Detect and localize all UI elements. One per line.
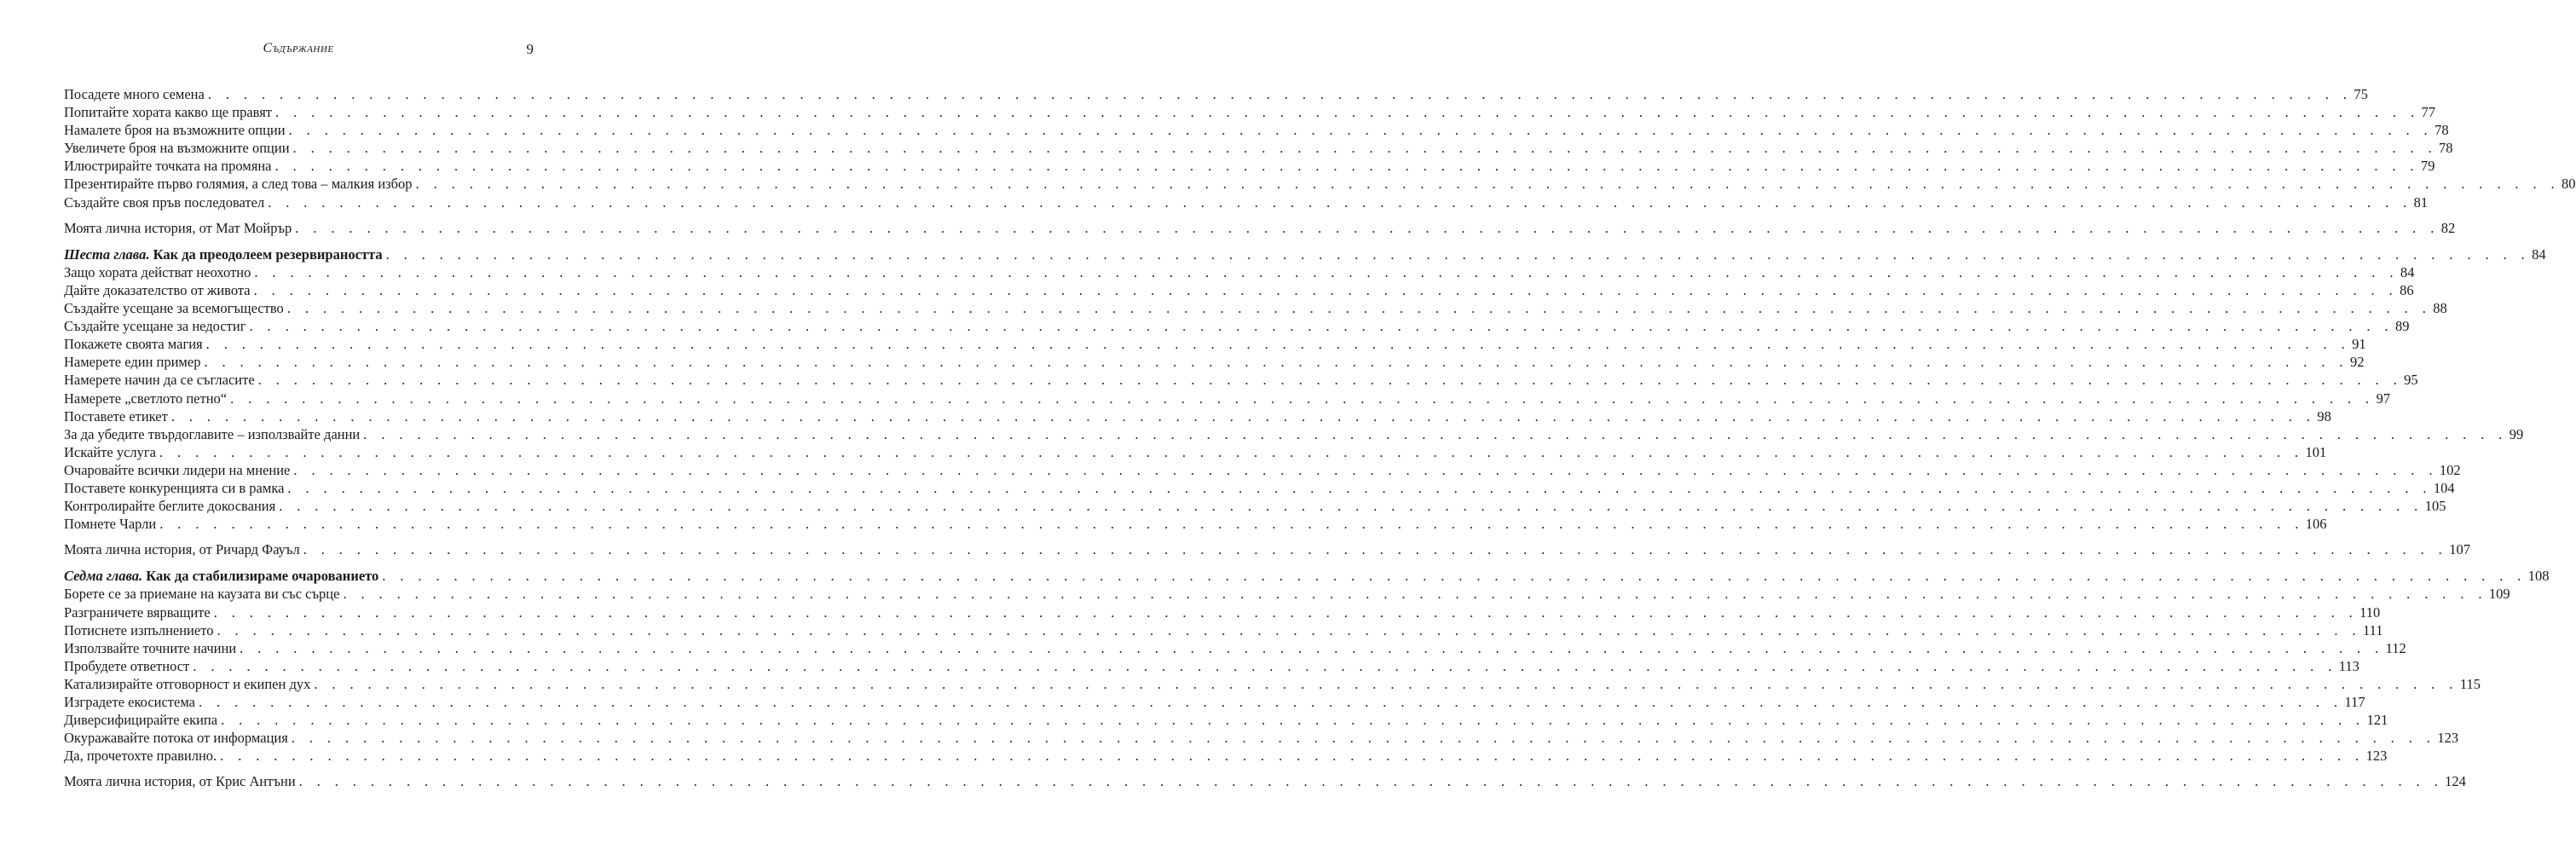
toc-page-number: 81	[2413, 193, 2429, 211]
toc-entry	[64, 121, 2449, 139]
dot-leader: . . . . . . . . . . . . . . . . . . . . . . . . . . . . . . . . . . . . . . . . . . . . . . . . . . . . . . . . . . . . . . . . . . . . . . . . . . . . . . . . . . . . . . . . . . . . . . . . . . . . . . . . . . . . . . . . . . . . . . . .	[303, 541, 2448, 558]
toc-page-number: 104	[2433, 479, 2455, 496]
toc-entry-title: Разграничете вярващите	[64, 604, 211, 621]
toc-story-entry	[64, 219, 2456, 237]
chapter-title: Как да преодолеем резервираността	[153, 245, 383, 263]
dot-leader: . . . . . . . . . . . . . . . . . . . . . . . . . . . . . . . . . . . . . . . . . . . . . . . . . . . . . . . . . . . . . . . . . . . . . . . . . . . . . . . . . . . . . . . . . . . . . . . . . . . . . . . . . . . . . . . . . . . . . . . .	[343, 586, 2487, 603]
toc-entry	[64, 675, 2481, 693]
dot-leader: . . . . . . . . . . . . . . . . . . . . . . . . . . . . . . . . . . . . . . . . . . . . . . . . . . . . . . . . . . . . . . . . . . . . . . . . . . . . . . . . . . . . . . . . . . . . . . . . . . . . . . . . . . . . . . . . . . . . . . . .	[293, 461, 2438, 478]
dot-leader: . . . . . . . . . . . . . . . . . . . . . . . . . . . . . . . . . . . . . . . . . . . . . . . . . . . . . . . . . . . . . . . . . . . . . . . . . . . . . . . . . . . . . . . . . . . . . . . . . . . . . . . . . . . . . . . . . . . . . . . .	[415, 176, 2561, 193]
dot-leader: . . . . . . . . . . . . . . . . . . . . . . . . . . . . . . . . . . . . . . . . . . . . . . . . . . . . . . . . . . . . . . . . . . . . . . . . . . . . . . . . . . . . . . . . . . . . . . . . . . . . . . . . . . . . . . . . . . . . . . . .	[298, 773, 2444, 790]
toc-entry-title: Попитайте хората какво ще правят	[64, 104, 273, 121]
toc-entry	[64, 639, 2406, 657]
toc-page-number: 75	[2354, 86, 2368, 102]
running-title: Съдържание	[263, 41, 334, 55]
chapter-title: Как да стабилизираме очарованието	[146, 568, 379, 585]
spacer	[64, 237, 534, 245]
dot-leader: . . . . . . . . . . . . . . . . . . . . . . . . . . . . . . . . . . . . . . . . . . . . . . . . . . . . . . . . . . . . . . . . . . . . . . . . . . . . . . . . . . . . . . . . . . . . . . . . . . . . . . . . . . . . . . . . . . . . . . . .	[363, 425, 2508, 442]
toc-chapter-heading	[64, 567, 2550, 585]
toc-entry	[64, 317, 2410, 335]
toc-entry-title: За да убедите твърдоглавите – използвайте данни	[64, 425, 361, 442]
toc-entry-title: Искайте услуга	[64, 443, 156, 460]
toc-page-number: 101	[2305, 443, 2327, 460]
toc-entry	[64, 157, 2435, 175]
dot-leader: . . . . . . . . . . . . . . . . . . . . . . . . . . . . . . . . . . . . . . . . . . . . . . . . . . . . . . . . . . . . . . . . . . . . . . . . . . . . . . . . . . . . . . . . . . . . . . . . . . . . . . . . . . . . . . . . . . . . . . . .	[198, 694, 2343, 710]
dot-leader: . . . . . . . . . . . . . . . . . . . . . . . . . . . . . . . . . . . . . . . . . . . . . . . . . . . . . . . . . . . . . . . . . . . . . . . . . . . . . . . . . . . . . . . . . . . . . . . . . . . . . . . . . . . . . . . . . . . . . . . .	[159, 516, 2304, 533]
toc-entry-title: Намерете начин да се съгласите	[64, 372, 255, 389]
toc-entry-title: Борете се за приемане на каузата ви със сърце	[64, 586, 340, 603]
toc-entry	[64, 425, 2524, 443]
toc-entry-title: Използвайте точните начини	[64, 639, 237, 656]
toc-entry-title: Поставете етикет	[64, 407, 168, 424]
toc-page-number: 107	[2449, 541, 2470, 558]
toc-entry-title: Създайте усещане за всемогъщество	[64, 300, 284, 317]
toc-page-number: 86	[2400, 281, 2414, 298]
dot-leader: . . . . . . . . . . . . . . . . . . . . . . . . . . . . . . . . . . . . . . . . . . . . . . . . . . . . . . . . . . . . . . . . . . . . . . . . . . . . . . . . . . . . . . . . . . . . . . . . . . . . . . . . . . . . . . . . . . . . . . . .	[205, 336, 2351, 353]
running-head	[0, 41, 597, 61]
toc-page-number: 99	[2509, 425, 2524, 442]
toc-page-number: 111	[2362, 621, 2383, 638]
toc-entry	[64, 621, 2383, 639]
dot-leader: . . . . . . . . . . . . . . . . . . . . . . . . . . . . . . . . . . . . . . . . . . . . . . . . . . . . . . . . . . . . . . . . . . . . . . . . . . . . . . . . . . . . . . . . . . . . . . . . . . . . . . . . . . . . . . . . . . . . . . . .	[275, 104, 2420, 121]
toc-page-number: 79	[2420, 158, 2435, 175]
toc-page-number: 92	[2349, 354, 2365, 371]
dot-leader: . . . . . . . . . . . . . . . . . . . . . . . . . . . . . . . . . . . . . . . . . . . . . . . . . . . . . . . . . . . . . . . . . . . . . . . . . . . . . . . . . . . . . . . . . . . . . . . . . . . . . . . . . . . . . . . . . . . . . . . .	[253, 281, 2399, 298]
dot-leader: . . . . . . . . . . . . . . . . . . . . . . . . . . . . . . . . . . . . . . . . . . . . . . . . . . . . . . . . . . . . . . . . . . . . . . . . . . . . . . . . . . . . . . . . . . . . . . . . . . . . . . . . . . . . . . . . . . . . . . . .	[314, 675, 2458, 692]
toc-entry	[64, 139, 2453, 157]
toc-entry	[64, 585, 2510, 603]
chapter-label: Седма глава.	[64, 568, 143, 585]
dot-leader: . . . . . . . . . . . . . . . . . . . . . . . . . . . . . . . . . . . . . . . . . . . . . . . . . . . . . . . . . . . . . . . . . . . . . . . . . . . . . . . . . . . . . . . . . . . . . . . . . . . . . . . . . . . . . . . . . . . . . . . .	[268, 193, 2412, 211]
toc-entry-title: Презентирайте първо голямия, а след това – малкия избор	[64, 176, 413, 193]
dot-leader: . . . . . . . . . . . . . . . . . . . . . . . . . . . . . . . . . . . . . . . . . . . . . . . . . . . . . . . . . . . . . . . . . . . . . . . . . . . . . . . . . . . . . . . . . . . . . . . . . . . . . . . . . . . . . . . . . . . . . . . .	[207, 86, 2353, 102]
toc-entry-title: Увеличете броя на възможните опции	[64, 140, 290, 157]
toc-page-number: 108	[2527, 568, 2550, 585]
toc-entry-title: Поставете конкуренцията си в рамка	[64, 479, 285, 496]
toc-entry-title: Моята лична история, от Крис Антъни	[64, 773, 296, 790]
toc-page-number: 84	[2400, 263, 2415, 280]
toc-entry-title: Изградете екосистема	[64, 694, 195, 710]
dot-leader: . . . . . . . . . . . . . . . . . . . . . . . . . . . . . . . . . . . . . . . . . . . . . . . . . . . . . . . . . . . . . . . . . . . . . . . . . . . . . . . . . . . . . . . . . . . . . . . . . . . . . . . . . . . . . . . . . . . . . . . .	[213, 604, 2359, 621]
toc-entry-title: Диверсифицирайте екипа	[64, 712, 218, 729]
toc-entry	[64, 193, 2429, 211]
toc-entry-title: Моята лична история, от Ричард Фауъл	[64, 541, 300, 558]
toc-page-number: 88	[2433, 300, 2447, 317]
toc-entry-title: Катализирайте отговорност и екипен дух	[64, 675, 311, 692]
toc-page-number: 105	[2424, 498, 2446, 515]
toc-page-number: 102	[2439, 461, 2461, 478]
toc-entry-title: Пробудете ответност	[64, 657, 190, 674]
toc-entry	[64, 175, 2576, 193]
toc-page-number: 91	[2352, 336, 2366, 353]
toc-entry	[64, 371, 2418, 389]
toc-entry-title: Окуражавайте потока от информация	[64, 730, 288, 747]
dot-leader: . . . . . . . . . . . . . . . . . . . . . . . . . . . . . . . . . . . . . . . . . . . . . . . . . . . . . . . . . . . . . . . . . . . . . . . . . . . . . . . . . . . . . . . . . . . . . . . . . . . . . . . . . . . . . . . . . . . . . . . .	[382, 568, 2527, 585]
toc-entry-title: Защо хората действат неохотно	[64, 263, 251, 280]
spacer	[64, 558, 534, 567]
toc-entry	[64, 461, 2461, 479]
toc-entry	[64, 390, 2391, 407]
toc-entry	[64, 353, 2365, 371]
toc-page-number: 106	[2305, 516, 2327, 533]
toc-page-number: 112	[2385, 639, 2406, 656]
toc-entry-title: Контролирайте беглите докосвания	[64, 498, 276, 515]
toc-page-number: 77	[2421, 104, 2436, 121]
dot-leader: . . . . . . . . . . . . . . . . . . . . . . . . . . . . . . . . . . . . . . . . . . . . . . . . . . . . . . . . . . . . . . . . . . . . . . . . . . . . . . . . . . . . . . . . . . . . . . . . . . . . . . . . . . . . . . . . . . . . . . . .	[240, 639, 2384, 656]
toc-entry	[64, 693, 2365, 711]
dot-leader: . . . . . . . . . . . . . . . . . . . . . . . . . . . . . . . . . . . . . . . . . . . . . . . . . . . . . . . . . . . . . . . . . . . . . . . . . . . . . . . . . . . . . . . . . . . . . . . . . . . . . . . . . . . . . . . . . . . . . . . .	[274, 158, 2419, 175]
dot-leader: . . . . . . . . . . . . . . . . . . . . . . . . . . . . . . . . . . . . . . . . . . . . . . . . . . . . . . . . . . . . . . . . . . . . . . . . . . . . . . . . . . . . . . . . . . . . . . . . . . . . . . . . . . . . . . . . . . . . . . . .	[257, 372, 2403, 389]
toc-entry-title: Потиснете изпълнението	[64, 621, 214, 638]
toc-entry-title: Намерете един пример	[64, 354, 201, 371]
toc-page-number: 97	[2376, 390, 2391, 407]
toc-entry-title: Намалете броя на възможните опции	[64, 122, 286, 139]
dot-leader: . . . . . . . . . . . . . . . . . . . . . . . . . . . . . . . . . . . . . . . . . . . . . . . . . . . . . . . . . . . . . . . . . . . . . . . . . . . . . . . . . . . . . . . . . . . . . . . . . . . . . . . . . . . . . . . . . . . . . . . .	[217, 621, 2361, 638]
toc-page-number: 89	[2394, 318, 2410, 335]
toc-entry	[64, 515, 2327, 533]
toc-entry-title	[64, 245, 386, 263]
chapter-label: Шеста глава.	[64, 245, 150, 263]
dot-leader: . . . . . . . . . . . . . . . . . . . . . . . . . . . . . . . . . . . . . . . . . . . . . . . . . . . . . . . . . . . . . . . . . . . . . . . . . . . . . . . . . . . . . . . . . . . . . . . . . . . . . . . . . . . . . . . . . . . . . . . .	[221, 712, 2365, 729]
dot-leader: . . . . . . . . . . . . . . . . . . . . . . . . . . . . . . . . . . . . . . . . . . . . . . . . . . . . . . . . . . . . . . . . . . . . . . . . . . . . . . . . . . . . . . . . . . . . . . . . . . . . . . . . . . . . . . . . . . . . . . . .	[288, 122, 2434, 139]
toc-page-number: 109	[2488, 586, 2510, 603]
spacer	[64, 211, 534, 219]
dot-leader: . . . . . . . . . . . . . . . . . . . . . . . . . . . . . . . . . . . . . . . . . . . . . . . . . . . . . . . . . . . . . . . . . . . . . . . . . . . . . . . . . . . . . . . . . . . . . . . . . . . . . . . . . . . . . . . . . . . . . . . .	[292, 140, 2438, 157]
toc-entry	[64, 657, 2359, 675]
toc-entry	[64, 711, 2388, 729]
dot-leader: . . . . . . . . . . . . . . . . . . . . . . . . . . . . . . . . . . . . . . . . . . . . . . . . . . . . . . . . . . . . . . . . . . . . . . . . . . . . . . . . . . . . . . . . . . . . . . . . . . . . . . . . . . . . . . . . . . . . . . . .	[193, 657, 2337, 674]
toc-entry-title: Да, прочетохте правилно.	[64, 748, 217, 765]
dot-leader: . . . . . . . . . . . . . . . . . . . . . . . . . . . . . . . . . . . . . . . . . . . . . . . . . . . . . . . . . . . . . . . . . . . . . . . . . . . . . . . . . . . . . . . . . . . . . . . . . . . . . . . . . . . . . . . . . . . . . . . .	[287, 479, 2432, 496]
spacer	[64, 765, 534, 772]
dot-leader: . . . . . . . . . . . . . . . . . . . . . . . . . . . . . . . . . . . . . . . . . . . . . . . . . . . . . . . . . . . . . . . . . . . . . . . . . . . . . . . . . . . . . . . . . . . . . . . . . . . . . . . . . . . . . . . . . . . . . . . .	[249, 318, 2394, 335]
dot-leader: . . . . . . . . . . . . . . . . . . . . . . . . . . . . . . . . . . . . . . . . . . . . . . . . . . . . . . . . . . . . . . . . . . . . . . . . . . . . . . . . . . . . . . . . . . . . . . . . . . . . . . . . . . . . . . . . . . . . . . . .	[295, 219, 2440, 236]
toc-entry-title: Моята лична история, от Мат Мойрър	[64, 219, 292, 236]
toc-entry	[64, 729, 2459, 747]
toc-page-number: 95	[2404, 372, 2418, 389]
toc-entry-title: Покажете своята магия	[64, 336, 203, 353]
toc-page-number: 98	[2317, 407, 2331, 424]
spacer	[64, 533, 534, 540]
toc-entry	[64, 335, 2366, 353]
toc-page-number: 123	[2365, 748, 2388, 765]
dot-leader: . . . . . . . . . . . . . . . . . . . . . . . . . . . . . . . . . . . . . . . . . . . . . . . . . . . . . . . . . . . . . . . . . . . . . . . . . . . . . . . . . . . . . . . . . . . . . . . . . . . . . . . . . . . . . . . . . . . . . . . .	[254, 263, 2399, 280]
toc-entry	[64, 85, 2368, 103]
toc-entry	[64, 479, 2455, 497]
toc-page-number: 84	[2532, 245, 2546, 263]
toc-entry	[64, 443, 2327, 461]
dot-leader: . . . . . . . . . . . . . . . . . . . . . . . . . . . . . . . . . . . . . . . . . . . . . . . . . . . . . . . . . . . . . . . . . . . . . . . . . . . . . . . . . . . . . . . . . . . . . . . . . . . . . . . . . . . . . . . . . . . . . . . .	[170, 407, 2316, 424]
toc-entry	[64, 263, 2415, 281]
toc-entry-title: Създайте своя пръв последовател	[64, 193, 265, 211]
toc-entry	[64, 281, 2414, 299]
page-number: 9	[526, 41, 534, 57]
dot-leader: . . . . . . . . . . . . . . . . . . . . . . . . . . . . . . . . . . . . . . . . . . . . . . . . . . . . . . . . . . . . . . . . . . . . . . . . . . . . . . . . . . . . . . . . . . . . . . . . . . . . . . . . . . . . . . . . . . . . . . . .	[204, 354, 2348, 371]
toc-page-number: 110	[2359, 604, 2381, 621]
toc-page-number: 78	[2434, 122, 2449, 139]
toc-entry	[64, 497, 2446, 515]
dot-leader: . . . . . . . . . . . . . . . . . . . . . . . . . . . . . . . . . . . . . . . . . . . . . . . . . . . . . . . . . . . . . . . . . . . . . . . . . . . . . . . . . . . . . . . . . . . . . . . . . . . . . . . . . . . . . . . . . . . . . . . .	[159, 443, 2304, 460]
dot-leader: . . . . . . . . . . . . . . . . . . . . . . . . . . . . . . . . . . . . . . . . . . . . . . . . . . . . . . . . . . . . . . . . . . . . . . . . . . . . . . . . . . . . . . . . . . . . . . . . . . . . . . . . . . . . . . . . . . . . . . . .	[220, 748, 2365, 765]
dot-leader: . . . . . . . . . . . . . . . . . . . . . . . . . . . . . . . . . . . . . . . . . . . . . . . . . . . . . . . . . . . . . . . . . . . . . . . . . . . . . . . . . . . . . . . . . . . . . . . . . . . . . . . . . . . . . . . . . . . . . . . .	[279, 498, 2423, 515]
toc-page-number: 123	[2437, 730, 2459, 747]
toc-entry	[64, 747, 2388, 765]
toc-entry-title: Илюстрирайте точката на промяна	[64, 158, 272, 175]
table-of-contents	[64, 85, 2576, 790]
toc-page-number: 115	[2459, 675, 2481, 692]
dot-leader: . . . . . . . . . . . . . . . . . . . . . . . . . . . . . . . . . . . . . . . . . . . . . . . . . . . . . . . . . . . . . . . . . . . . . . . . . . . . . . . . . . . . . . . . . . . . . . . . . . . . . . . . . . . . . . . . . . . . . . . .	[230, 390, 2375, 407]
toc-page-number: 80	[2562, 176, 2576, 193]
toc-entry-title	[64, 567, 382, 585]
toc-page-number: 78	[2439, 140, 2453, 157]
toc-entry-title: Помнете Чарли	[64, 516, 157, 533]
dot-leader: . . . . . . . . . . . . . . . . . . . . . . . . . . . . . . . . . . . . . . . . . . . . . . . . . . . . . . . . . . . . . . . . . . . . . . . . . . . . . . . . . . . . . . . . . . . . . . . . . . . . . . . . . . . . . . . . . . . . . . . .	[385, 245, 2531, 263]
toc-entry	[64, 103, 2436, 121]
toc-story-entry	[64, 540, 2470, 558]
toc-page-number: 113	[2338, 657, 2359, 674]
toc-entry	[64, 299, 2447, 317]
toc-entry	[64, 407, 2331, 425]
toc-page-number: 121	[2366, 712, 2388, 729]
toc-chapter-heading	[64, 245, 2546, 263]
toc-entry-title: Създайте усещане за недостиг	[64, 318, 246, 335]
dot-leader: . . . . . . . . . . . . . . . . . . . . . . . . . . . . . . . . . . . . . . . . . . . . . . . . . . . . . . . . . . . . . . . . . . . . . . . . . . . . . . . . . . . . . . . . . . . . . . . . . . . . . . . . . . . . . . . . . . . . . . . .	[291, 730, 2436, 747]
toc-story-entry	[64, 772, 2466, 790]
dot-leader: . . . . . . . . . . . . . . . . . . . . . . . . . . . . . . . . . . . . . . . . . . . . . . . . . . . . . . . . . . . . . . . . . . . . . . . . . . . . . . . . . . . . . . . . . . . . . . . . . . . . . . . . . . . . . . . . . . . . . . . .	[286, 300, 2432, 317]
toc-entry-title: Намерете „светлото петно“	[64, 390, 228, 407]
toc-entry-title: Дайте доказателство от живота	[64, 281, 251, 298]
toc-entry-title: Посадете много семена	[64, 86, 205, 102]
toc-page-number: 117	[2344, 694, 2365, 710]
toc-entry-title: Очаровайте всички лидери на мнение	[64, 461, 291, 478]
toc-entry	[64, 604, 2381, 621]
toc-page-number: 124	[2445, 773, 2466, 790]
toc-page-number: 82	[2440, 219, 2456, 236]
